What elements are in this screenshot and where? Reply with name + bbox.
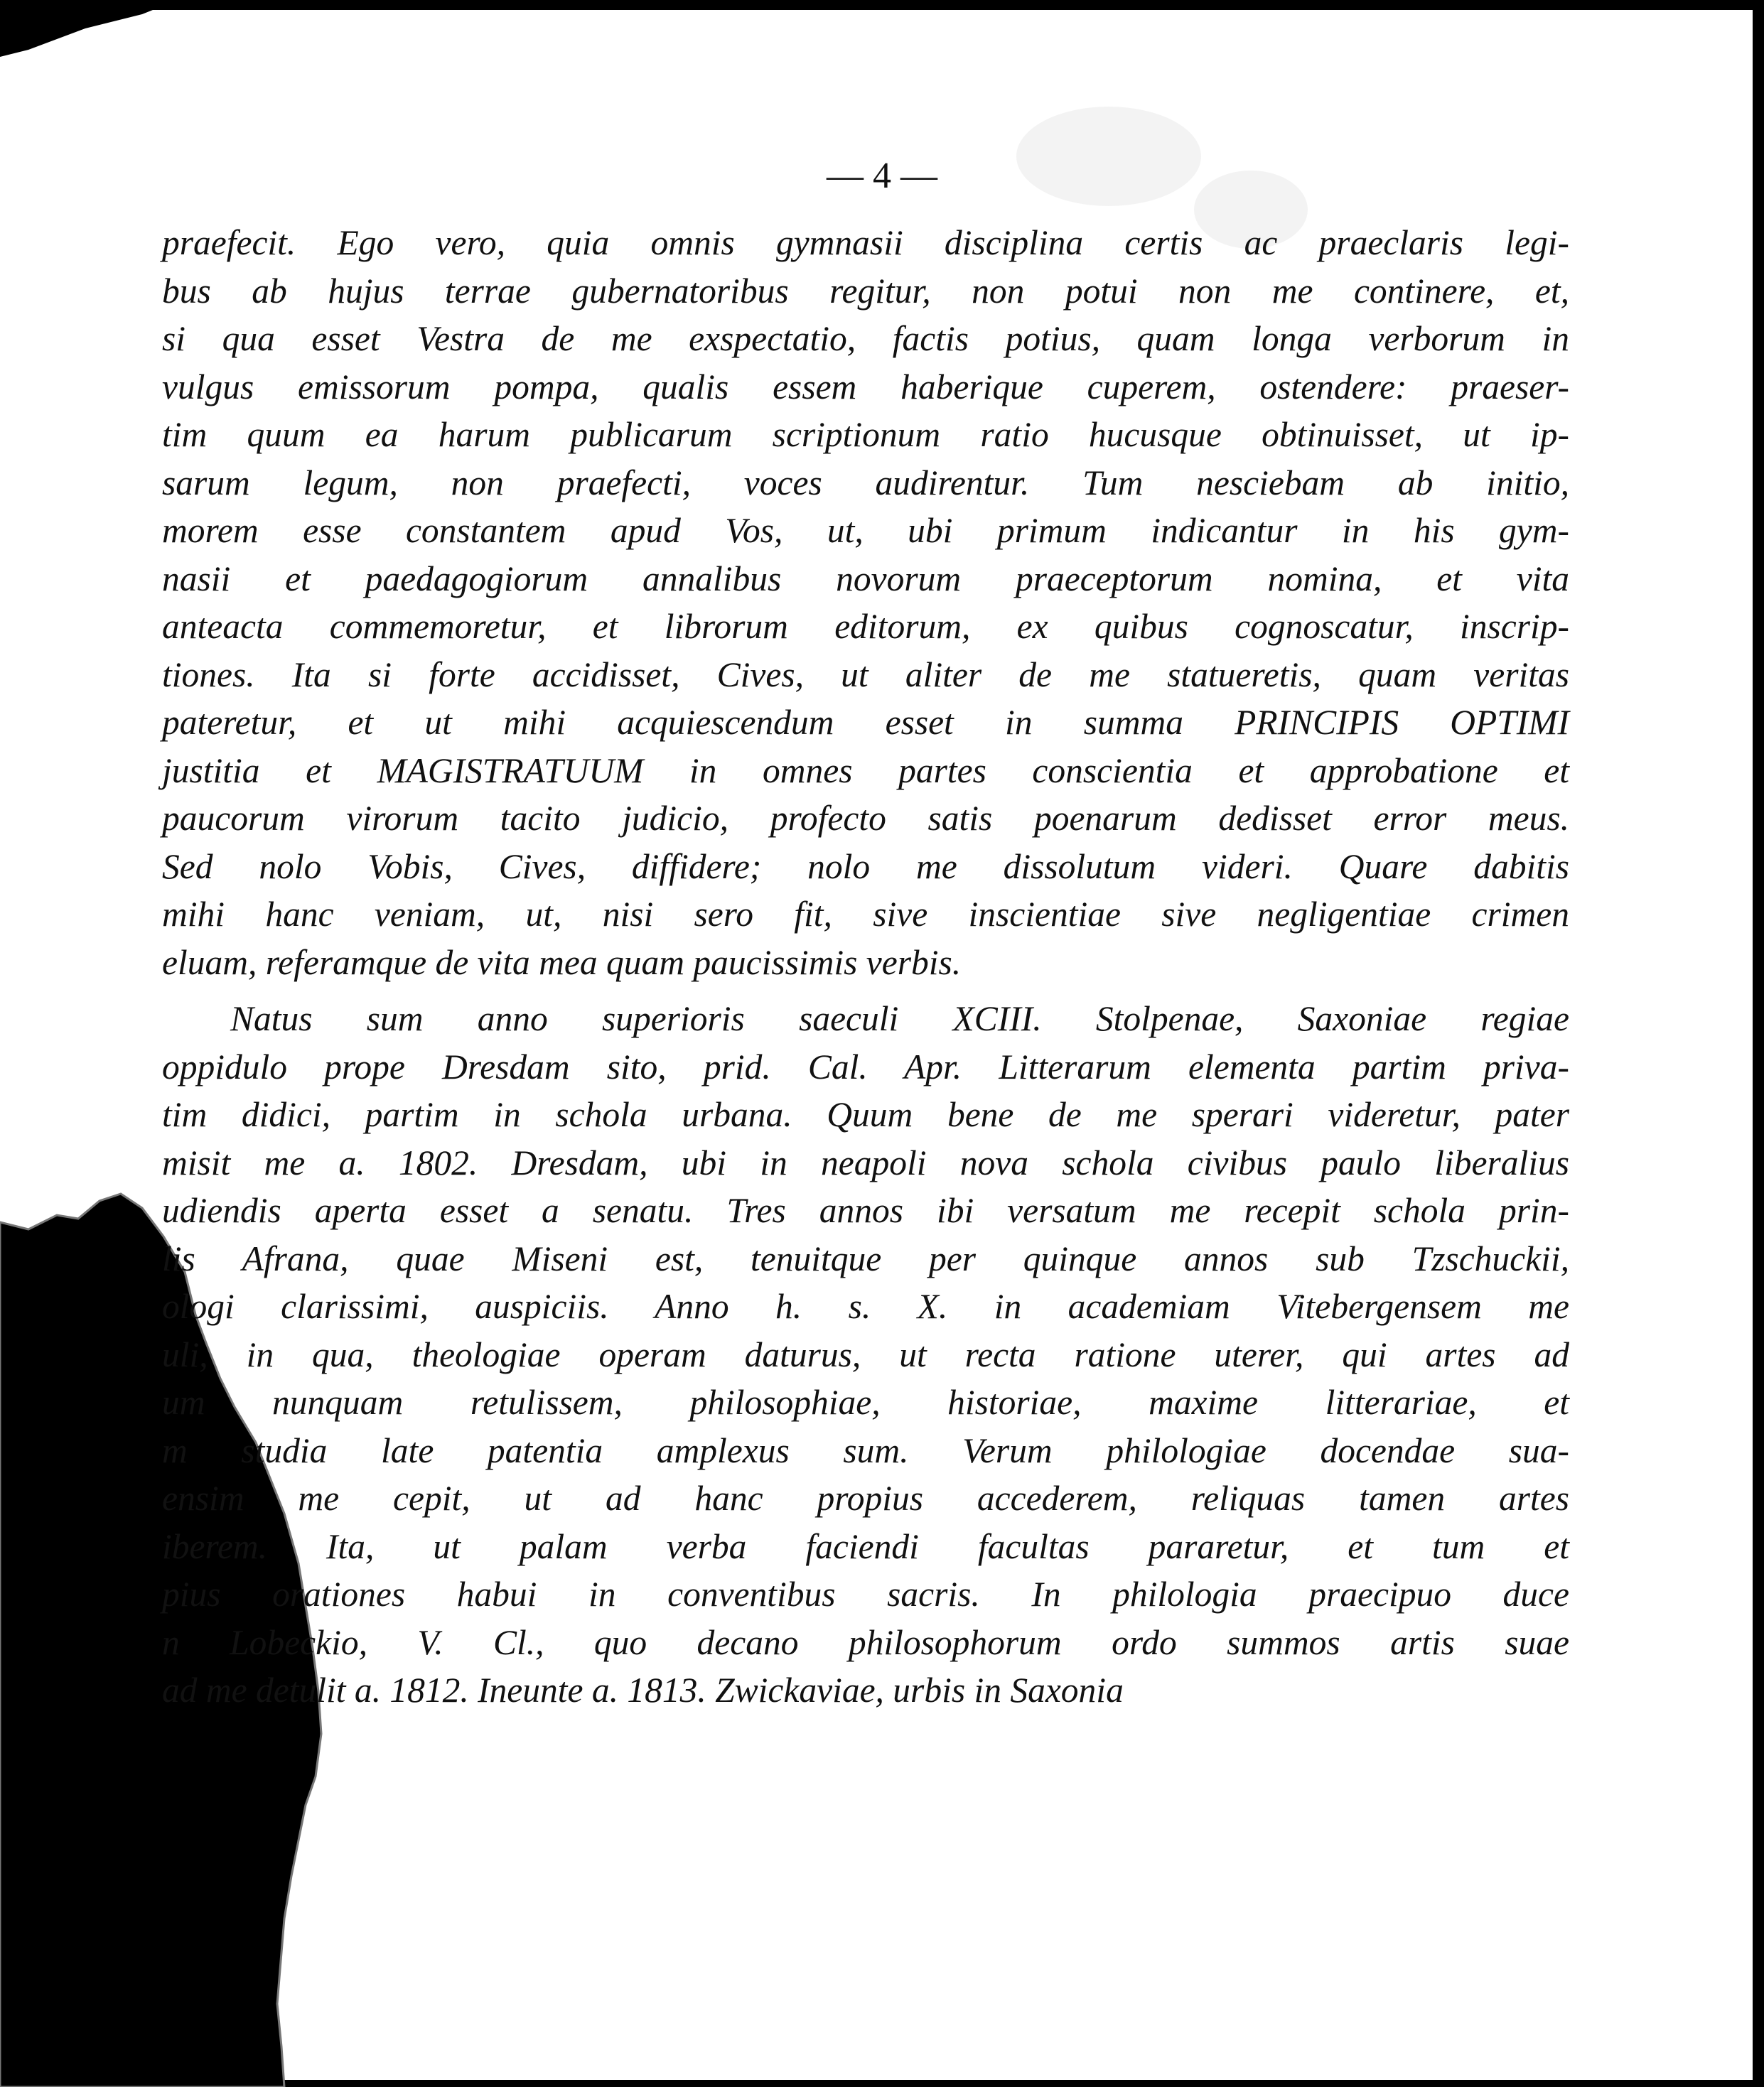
text-line: n Lobeckio, V. Cl., quo decano philosophorum ordo summos artis suae [162,1622,1569,1662]
scan-border-top [0,0,1764,10]
text-line: justitia et MAGISTRATUUM in omnes partes conscientia et approbatione et [162,750,1569,790]
text-line: ensim me cepit, ut ad hanc propius accederem, reliquas tamen artes [162,1479,1569,1518]
body-text [162,219,1569,1715]
text-line: tim didici, partim in schola urbana. Quum bene de me sperari videretur, pater [162,1095,1569,1134]
text-line: udiendis aperta esset a senatu. Tres annos ibi versatum me recepit schola prin- [162,1191,1569,1230]
scan-corner-shadow [0,0,185,57]
text-line: tiones. Ita si forte accidisset, Cives, ut aliter de me statueretis, quam veritas [162,654,1569,694]
text-line: uli, in qua, theologiae operam daturus, ut recta ratione uterer, qui artes ad [162,1334,1569,1374]
text-line: nasii et paedagogiorum annalibus novorum praeceptorum nomina, et vita [162,559,1569,598]
text-line: ologi clarissimi, auspiciis. Anno h. s. X. in academiam Vitebergensem me [162,1287,1569,1326]
text-line: eluam, referamque de vita mea quam paucissimis verbis. [162,942,962,982]
text-line: misit me a. 1802. Dresdam, ubi in neapoli nova schola civibus paulo liberalius [162,1143,1569,1182]
text-line: mihi hanc veniam, ut, nisi sero fit, sive inscientiae sive negligentiae crimen [162,895,1569,934]
paragraph-gap [162,986,1569,995]
text-line: m studia late patentia amplexus sum. Verum philologiae docendae sua- [162,1430,1569,1470]
text-line: sarum legum, non praefecti, voces audirentur. Tum nesciebam ab initio, [162,463,1569,502]
scan-border-right [1753,0,1764,2087]
text-line: ad me detulit a. 1812. Ineunte a. 1813. Zwickaviae, urbis in Saxonia [162,1671,1124,1710]
text-line: tim quum ea harum publicarum scriptionum ratio hucusque obtinuisset, ut ip- [162,415,1569,454]
text-line: si qua esset Vestra de me exspectatio, factis potius, quam longa verborum in [162,319,1569,358]
text-line: praefecit. Ego vero, quia omnis gymnasii disciplina certis ac praeclaris legi- [162,223,1569,262]
text-line: Natus sum anno superioris saeculi XCIII. Stolpenae, Saxoniae regiae [230,999,1569,1038]
text-line: anteacta commemoretur, et librorum editorum, ex quibus cognoscatur, inscrip- [162,607,1569,646]
text-line: iberem. Ita, ut palam verba faciendi facultas pararetur, et tum et [162,1526,1569,1566]
text-line: Sed nolo Vobis, Cives, diffidere; nolo me dissolutum videri. Quare dabitis [162,846,1569,886]
text-line: vulgus emissorum pompa, qualis essem haberique cuperem, ostendere: praeser- [162,367,1569,406]
paragraph [162,995,1569,1715]
page-number: — 4 — [827,156,937,196]
text-line: lis Afrana, quae Miseni est, tenuitque per quinque annos sub Tzschuckii, [162,1239,1569,1278]
text-line: bus ab hujus terrae gubernatoribus regitur, non potui non me continere, et, [162,271,1569,311]
text-line: um nunquam retulissem, philosophiae, historiae, maxime litterariae, et [162,1383,1569,1422]
text-line: paucorum virorum tacito judicio, profecto satis poenarum dedisset error meus. [162,799,1569,838]
text-line: pateretur, et ut mihi acquiescendum esset in summa PRINCIPIS OPTIMI [162,703,1569,742]
text-line: oppidulo prope Dresdam sito, prid. Cal. Apr. Litterarum elementa partim priva- [162,1047,1569,1086]
text-line: pius orationes habui in conventibus sacris. In philologia praecipuo duce [162,1575,1569,1614]
paragraph [162,219,1569,986]
text-line: morem esse constantem apud Vos, ut, ubi primum indicantur in his gym- [162,511,1569,550]
